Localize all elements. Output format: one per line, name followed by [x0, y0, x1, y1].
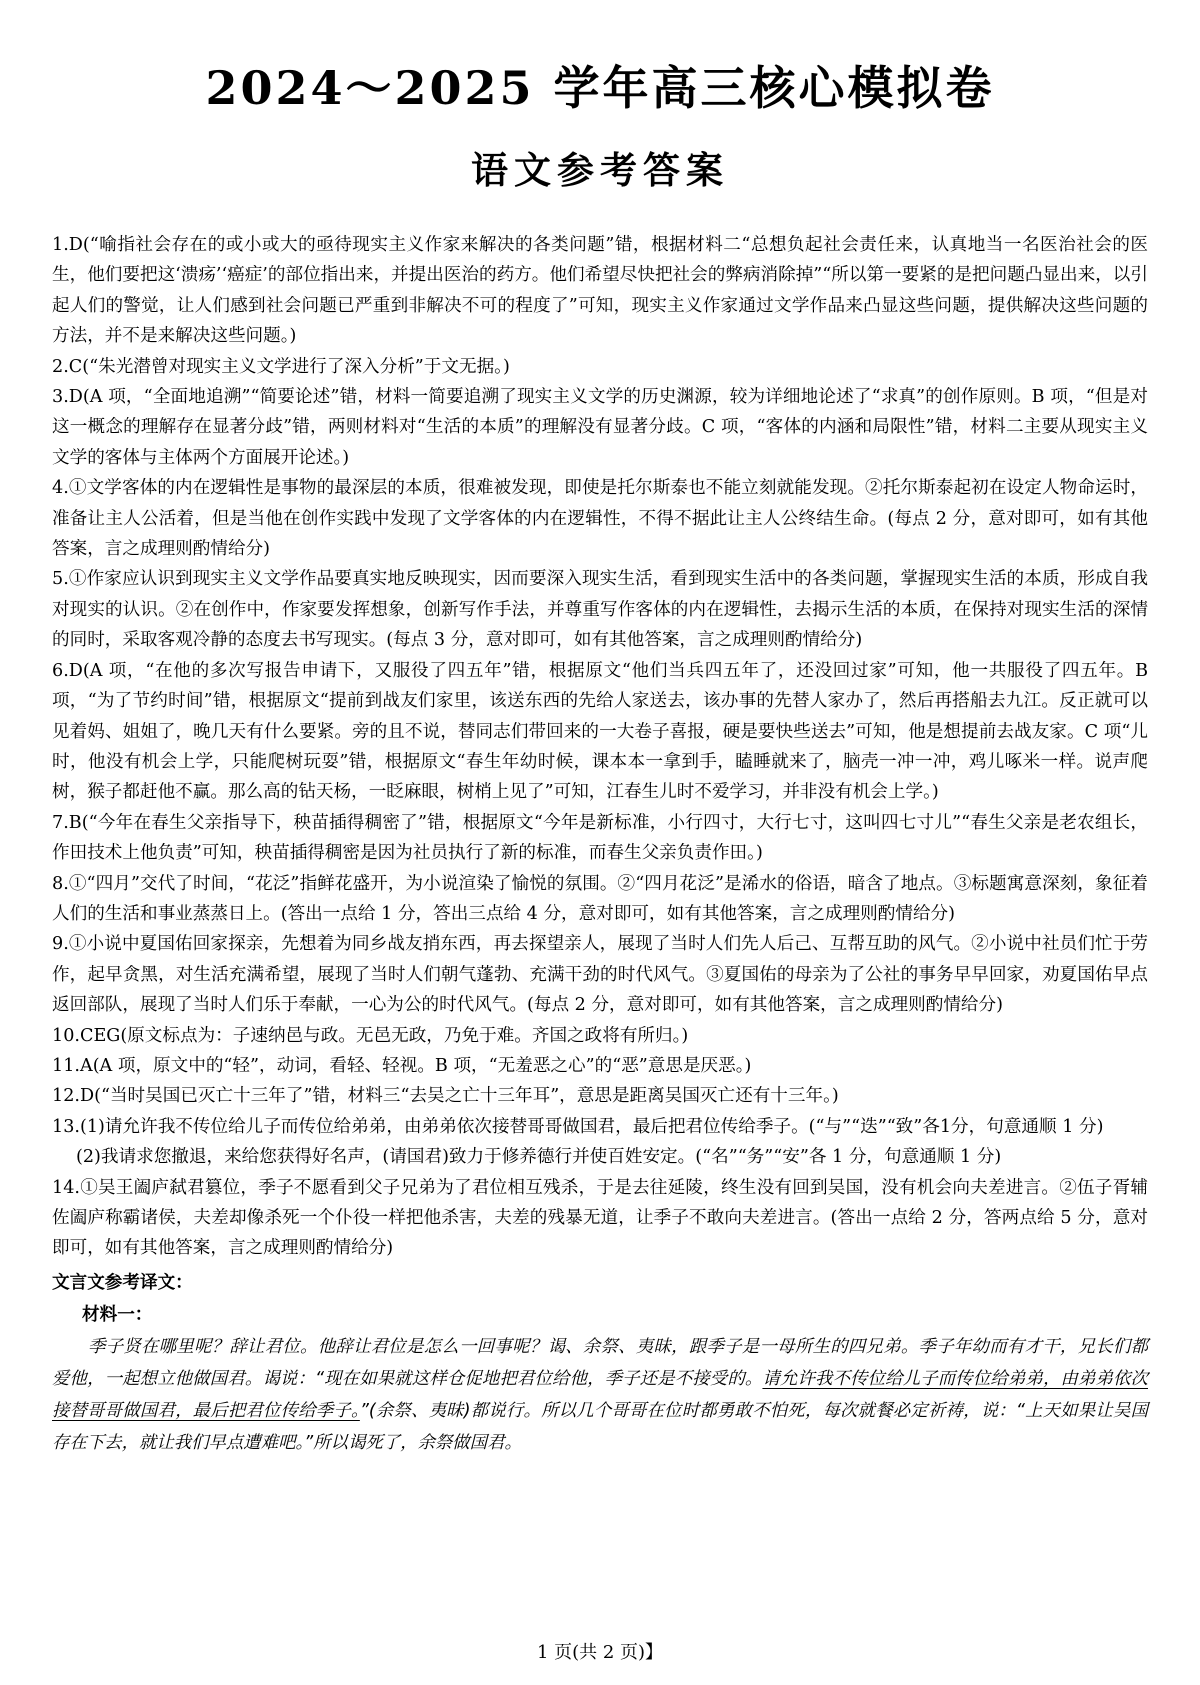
- translation-paragraph: [52, 1331, 1148, 1459]
- answer-number: 2.: [52, 356, 69, 377]
- answer-number: 14.: [52, 1177, 80, 1198]
- answer-number: 10.: [52, 1025, 80, 1046]
- answer-item-2: [52, 352, 1148, 382]
- answer-item-14: [52, 1173, 1148, 1264]
- translation-heading: 文言文参考译文：: [52, 1271, 193, 1293]
- answer-number: 4.: [52, 478, 69, 499]
- answer-text: B(“今年在春生父亲指导下，秧苗插得稠密了”错，根据原文“今年是新标准，小行四寸，大行七寸，这叫四七寸儿”“春生父亲是老农组长，作田技术上他负责”可知，秧苗插得稠密是因为社员执行了新的标准，而春生父亲负责作田。): [52, 812, 1148, 864]
- translation-text: 季子贤在哪里呢？辞让君位。他辞让君位是怎么一回事呢？谒、余祭、夷昧，跟季子是一母所生的四兄弟。季子年幼而有才干，兄长们都爱他，一起想立他做国君。谒说：“现在如果就这样仓促地把君位给他，季子还是不接受的。: [52, 1336, 1148, 1389]
- answer-item-9: [52, 929, 1148, 1020]
- answer-text: D(“喻指社会存在的或小或大的亟待现实主义作家来解决的各类问题”错，根据材料二“总想负起社会责任来，认真地当一名医治社会的医生，他们要把这‘溃疡’‘癌症’的部位指出来，并提出医治的药方。他们希望尽快把社会的弊病消除掉”“所以第一要紧的是把问题凸显出来，以引起人们的警觉，让人们感到社会问题已严重到非解决不可的程度了”可知，现实主义作家通过文学作品来凸显这些问题，提供解决这些问题的方法，并不是来解决这些问题。): [52, 235, 1148, 347]
- translation-text: ”(余祭、夷昧)都说行。所以几个哥哥在位时都勇敢不怕死，每次就餐必定祈祷，说：“上天如果让吴国存在下去，就让我们早点遭难吧。”所以谒死了，余祭做国君。: [52, 1400, 1148, 1453]
- answer-text: ①“四月”交代了时间，“花泛”指鲜花盛开，为小说渲染了愉悦的氛围。②“四月花泛”是浠水的俗语，暗含了地点。③标题寓意深刻，象征着人们的生活和事业蒸蒸日上。(答出一点给 1 分，答出三点给 4 分，意对即可，如有其他答案，言之成理则酌情给分): [52, 873, 1148, 924]
- answer-item-13-1: [52, 1112, 1148, 1142]
- answer-text: ①作家应认识到现实主义文学作品要真实地反映现实，因而要深入现实生活，看到现实生活中的各类问题，掌握现实生活的本质，形成自我对现实的认识。②在创作中，作家要发挥想象，创新写作手法，并尊重写作客体的内在逻辑性，去揭示生活的本质，在保持对现实生活的深情的同时，采取客观冷静的态度去书写现实。(每点 3 分，意对即可，如有其他答案，言之成理则酌情给分): [52, 569, 1148, 651]
- answer-number: 8.: [52, 873, 69, 894]
- answer-subtitle: 语文参考答案: [471, 148, 729, 192]
- answer-number: 3.: [52, 387, 69, 408]
- answer-text: A(A 项，原文中的“轻”，动词，看轻、轻视。B 项，“无羞恶之心”的“恶”意思是厌恶。): [79, 1055, 752, 1076]
- answer-item-11: [52, 1051, 1148, 1081]
- answer-text: (2)我请求您撤退，来给您获得好名声，(请国君)致力于修养德行并使百姓安定。(“名”“务”“安”各 1 分，句意通顺 1 分): [76, 1147, 1002, 1168]
- answer-item-5: [52, 564, 1148, 655]
- answer-number: 5.: [52, 569, 69, 590]
- page-footer: 1 页(共 2 页)】: [536, 1642, 664, 1663]
- answer-item-12: [52, 1081, 1148, 1111]
- answer-number: 9.: [52, 934, 69, 955]
- answer-list: [52, 230, 1148, 1459]
- answer-item-8: [52, 869, 1148, 930]
- material-label: 材料一：: [82, 1304, 153, 1326]
- answer-text: D(A 项，“全面地追溯”“简要论述”错，材料一简要追溯了现实主义文学的历史渊源，较为详细地论述了“求真”的创作原则。B 项，“但是对这一概念的理解存在显著分歧”错，两则材料对“生活的本质”的理解没有显著分歧。C 项，“客体的内涵和局限性”错，材料二主要从现实主义文学的客体与主体两个方面展开论述。): [52, 387, 1148, 468]
- translation-underlined-text: 请允许我不传位给儿子而传位给弟弟，由弟弟依次接替哥哥做国君，最后把君位传给季子。: [52, 1368, 1148, 1421]
- answer-item-13-2: [52, 1142, 1148, 1172]
- answer-text: D(A 项，“在他的多次写报告申请下，又服役了四五年”错，根据原文“他们当兵四五年了，还没回过家”可知，他一共服役了四五年。B 项，“为了节约时间”错，根据原文“提前到战友们家里，该送东西的先给人家送去，该办事的先替人家办了，然后再搭船去九江。反正就可以见着妈、姐姐了，晚几天有什么要紧。旁的且不说，替同志们带回来的一大卷子喜报，硬是要快些送去”可知，他是想提前去战友家。C 项“儿时，他没有机会上学，只能爬树玩耍”错，根据原文“春生年幼时候，课本本一拿到手，瞌睡就来了，脑壳一冲一冲，鸡儿啄米一样。说声爬树，猴子都赶他不赢。那么高的钻天杨，一眨麻眼，树梢上见了”可知，江春生儿时不爱学习，并非没有机会上学。): [52, 660, 1148, 803]
- answer-number: 6.: [52, 660, 69, 681]
- answer-text: ①小说中夏国佑回家探亲，先想着为同乡战友捎东西，再去探望亲人，展现了当时人们先人后己、互帮互助的风气。②小说中社员们忙于劳作，起早贪黑，对生活充满希望，展现了当时人们朝气蓬勃、充满干劲的时代风气。③夏国佑的母亲为了公社的事务早早回家，劝夏国佑早点返回部队，展现了当时人们乐于奉献，一心为公的时代风气。(每点 2 分，意对即可，如有其他答案，言之成理则酌情给分): [52, 934, 1148, 1016]
- answer-number: 7.: [52, 812, 69, 833]
- answer-item-10: [52, 1021, 1148, 1051]
- answer-text: ①吴王阖庐弑君篡位，季子不愿看到父子兄弟为了君位相互残杀，于是去往延陵，终生没有回到吴国，没有机会向夫差进言。②伍子胥辅佐阖庐称霸诸侯，夫差却像杀死一个仆役一样把他杀害，夫差的残暴无道，让季子不敢向夫差进言。(答出一点给 2 分，答两点给 5 分，意对即可，如有其他答案，言之成理则酌情给分): [52, 1177, 1148, 1259]
- answer-number: 11.: [52, 1055, 80, 1076]
- answer-item-1: [52, 230, 1148, 352]
- answer-text: ①文学客体的内在逻辑性是事物的最深层的本质，很难被发现，即使是托尔斯泰也不能立刻就能发现。②托尔斯泰起初在设定人物命运时，准备让主人公活着，但是当他在创作实践中发现了文学客体的内在逻辑性，不得不据此让主人公终结生命。(每点 2 分，意对即可，如有其他答案，言之成理则酌情给分): [52, 478, 1148, 560]
- answer-text: CEG(原文标点为：子速纳邑与政。无邑无政，乃免于难。齐国之政将有所归。): [79, 1025, 689, 1046]
- answer-item-4: [52, 473, 1148, 564]
- answer-text: (1)请允许我不传位给儿子而传位给弟弟，由弟弟依次接替哥哥做国君，最后把君位传给季子。(“与”“迭”“致”各1分，句意通顺 1 分): [79, 1116, 1104, 1137]
- exam-title: 2024～2025 学年高三核心模拟卷: [205, 61, 995, 115]
- answer-text: C(“朱光潜曾对现实主义文学进行了深入分析”于文无据。): [68, 356, 510, 377]
- answer-number: 1.: [52, 235, 69, 255]
- answer-number: 12.: [52, 1086, 80, 1107]
- answer-text: D(“当时吴国已灭亡十三年了”错，材料三“去吴之亡十三年耳”，意思是距离吴国灭亡还有十三年。): [79, 1086, 839, 1107]
- answer-item-7: [52, 808, 1148, 869]
- answer-item-3: [52, 382, 1148, 473]
- answer-item-6: [52, 656, 1148, 808]
- answer-number: 13.: [52, 1116, 80, 1137]
